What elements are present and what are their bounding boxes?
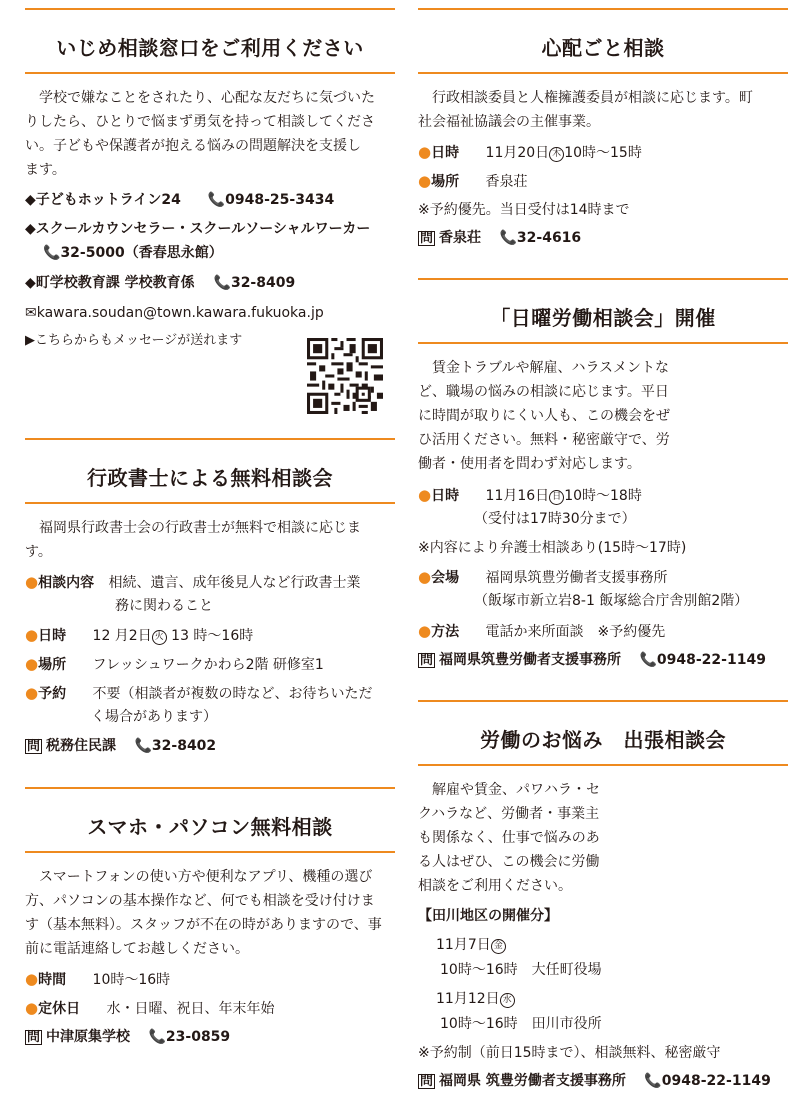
- section-title: 「日曜労働相談会」開催: [490, 306, 716, 330]
- phone-icon: 📞: [499, 230, 517, 246]
- contact-tel: 32-4616: [516, 230, 582, 246]
- bullet-dot-icon: ●: [418, 172, 432, 190]
- body-line: 賃金トラブルや解雇、ハラスメントな: [418, 360, 670, 376]
- info-value: （受付は17時30分まで）: [474, 511, 636, 527]
- info-label: 日時: [38, 628, 67, 644]
- info-label: 予約: [38, 686, 67, 702]
- info-label: 会場: [431, 570, 460, 586]
- email-row: [25, 302, 324, 324]
- info-value: 福岡県筑豊労働者支援事務所: [485, 570, 668, 586]
- body-line: りしたら、ひとりで悩まず勇気を持って相談してくださ: [25, 114, 375, 130]
- bullet-dot-icon: ●: [418, 622, 432, 640]
- inquiry-mark-icon: 問: [420, 231, 434, 246]
- bullet-dot-icon: ●: [25, 655, 39, 673]
- contact-tel: 32-5000（香春思永館）: [60, 245, 223, 261]
- inquiry-mark-icon: 問: [27, 1030, 41, 1045]
- bullet-dot-icon: ●: [25, 573, 39, 591]
- body-line: 働者・使用者を問わず対応します。: [418, 456, 641, 472]
- contact-counselor: ◆スクールカウンセラー・スクールソーシャルワーカー: [25, 221, 371, 237]
- inquiry-mark-icon: 問: [420, 653, 434, 668]
- phone-icon: 📞: [213, 275, 231, 291]
- info-value: 相続、遺言、成年後見人など行政書士業: [108, 575, 361, 591]
- info-value: く場合があります）: [91, 709, 217, 725]
- info-label: 場所: [431, 174, 460, 190]
- body-line: す。: [25, 544, 52, 560]
- phone-icon: 📞: [148, 1029, 166, 1045]
- info-date: [418, 141, 642, 164]
- contact-name: 福岡県筑豊労働者支援事務所: [439, 652, 622, 668]
- body-line: い。子どもや保護者が抱える悩みの問題解決を支援し: [25, 138, 361, 154]
- bullet-dot-icon: ●: [418, 486, 432, 504]
- info-label: 方法: [431, 624, 460, 640]
- info-value: フレッシュワークかわら2階 研修室1: [92, 657, 324, 673]
- mail-icon: ✉: [25, 305, 37, 321]
- body-line: 福岡県行政書士会の行政書士が無料で相談に応じま: [25, 520, 361, 536]
- body-line: 解雇や賃金、パワハラ・セ: [418, 782, 600, 798]
- contact-tel: 0948-22-1149: [656, 652, 766, 668]
- message-note: ▶こちらからもメッセージが送れます: [25, 333, 243, 348]
- section-rule: [418, 278, 788, 280]
- section-title: スマホ・パソコン無料相談: [87, 815, 333, 839]
- body-line: 学校で嫌なことをされたり、心配な友だちに気づいた: [25, 90, 375, 106]
- contact-label: ◆町学校教育課 学校教育係: [25, 275, 195, 291]
- qr-code-icon[interactable]: [307, 338, 383, 414]
- section-title: 行政書士による無料相談会: [87, 466, 333, 490]
- contact-tel: 32-8402: [151, 738, 217, 754]
- contact-row: [25, 735, 216, 757]
- schedule-detail: 10時〜16時 田川市役所: [440, 1016, 602, 1032]
- inquiry-mark-icon: 問: [27, 739, 41, 754]
- info-value: 10時〜15時: [564, 145, 642, 161]
- section-rule: [25, 851, 395, 853]
- body-line: 前に電話連絡してお越しください。: [25, 941, 249, 957]
- body-line: に時間が取りにくい人も、この機会をぜ: [418, 408, 670, 424]
- info-value: 電話か来所面談 ※予約優先: [485, 624, 666, 640]
- bullet-dot-icon: ●: [25, 970, 39, 988]
- info-date: [25, 624, 253, 647]
- info-value: 不要（相談者が複数の時など、お待ちいただ: [92, 686, 373, 702]
- info-place: [25, 653, 324, 676]
- phone-icon: 📞: [207, 192, 226, 208]
- body-line: ひ活用ください。無料・秘密厳守で、労: [418, 432, 670, 448]
- bullet-dot-icon: ●: [418, 568, 432, 586]
- contact-tel: 32-8409: [230, 275, 296, 291]
- contact-counselor-tel: [43, 242, 223, 264]
- section-title: 心配ごと相談: [541, 36, 665, 60]
- weekday-badge: 木: [549, 147, 564, 162]
- contact-label: ◆子どもホットライン24: [25, 192, 181, 208]
- contact-tel: 23-0859: [165, 1029, 231, 1045]
- info-closed: [25, 997, 275, 1020]
- info-time: [25, 968, 170, 991]
- section-title: 労働のお悩み 出張相談会: [480, 728, 726, 752]
- contact-name: 中津原集学校: [46, 1029, 131, 1045]
- section-rule: [418, 764, 788, 766]
- section-rule: [25, 72, 395, 74]
- body-line: 相談をご利用ください。: [418, 878, 572, 894]
- contact-row: [418, 649, 766, 671]
- info-value: 10時〜18時: [564, 488, 642, 504]
- info-label: 時間: [38, 972, 67, 988]
- info-note: ※予約優先。当日受付は14時まで: [418, 202, 630, 218]
- section-rule: [418, 8, 788, 10]
- section-rule: [418, 342, 788, 344]
- area-heading: 【田川地区の開催分】: [418, 908, 558, 924]
- section-rule: [418, 700, 788, 702]
- phone-icon: 📞: [134, 738, 152, 754]
- body-line: 社会福祉協議会の主催事業。: [418, 114, 600, 130]
- body-line: ます。: [25, 162, 66, 178]
- info-place: [418, 170, 528, 193]
- info-value: 11月7日: [436, 937, 491, 953]
- inquiry-mark-icon: 問: [420, 1074, 434, 1089]
- bullet-dot-icon: ●: [418, 143, 432, 161]
- email-link[interactable]: kawara.soudan@town.kawara.fukuoka.jp: [36, 305, 324, 321]
- contact-row: [418, 1070, 771, 1092]
- contact-row: [25, 1026, 230, 1048]
- info-label: 日時: [431, 145, 460, 161]
- info-value: （飯塚市新立岩8-1 飯塚総合庁舎別館2階）: [474, 593, 749, 609]
- info-method: [418, 620, 665, 643]
- info-label: 場所: [38, 657, 67, 673]
- weekday-badge: 水: [500, 993, 515, 1008]
- contact-name: 税務住民課: [46, 738, 117, 754]
- info-note: ※予約制（前日15時まで）、相談無料、秘密厳守: [418, 1045, 721, 1061]
- body-line: す（基本無料）。スタッフが不在の時がありますので、事: [25, 917, 382, 933]
- weekday-badge: 火: [152, 630, 167, 645]
- info-label: 日時: [431, 488, 460, 504]
- body-line: 方、パソコンの基本操作など、何でも相談を受け付けま: [25, 893, 375, 909]
- bullet-dot-icon: ●: [25, 626, 39, 644]
- body-line: 行政相談委員と人権擁護委員が相談に応じます。町: [418, 90, 753, 106]
- contact-school: [25, 272, 295, 294]
- info-value: 香泉荘: [485, 174, 528, 190]
- info-label: 相談内容: [38, 575, 95, 591]
- info-label: 定休日: [38, 1001, 81, 1017]
- info-value: 11月20日: [485, 145, 550, 161]
- contact-hotline: [25, 189, 334, 211]
- info-content: [25, 571, 361, 594]
- section-rule: [25, 8, 395, 10]
- bullet-dot-icon: ●: [25, 684, 39, 702]
- schedule-detail: 10時〜16時 大任町役場: [440, 962, 602, 978]
- section-rule: [25, 438, 395, 440]
- info-value: 13 時〜16時: [166, 628, 254, 644]
- info-value: 10時〜16時: [92, 972, 171, 988]
- body-line: る人はぜひ、この機会に労働: [418, 854, 600, 870]
- info-value: 12 月2日: [92, 628, 152, 644]
- contact-tel: 0948-25-3434: [225, 192, 335, 208]
- section-rule: [25, 502, 395, 504]
- phone-icon: 📞: [43, 245, 61, 261]
- info-date: [418, 484, 642, 507]
- bullet-dot-icon: ●: [25, 999, 39, 1017]
- contact-name: 香泉荘: [439, 230, 482, 246]
- phone-icon: 📞: [639, 652, 657, 668]
- contact-row: [418, 227, 581, 249]
- body-line: スマートフォンの使い方や便利なアプリ、機種の選び: [25, 869, 373, 885]
- info-value: 務に関わること: [115, 598, 213, 614]
- info-venue: [418, 566, 668, 589]
- schedule-date: [436, 934, 506, 956]
- body-line: も関係なく、仕事で悩みのあ: [418, 830, 600, 846]
- weekday-badge: 日: [549, 490, 564, 505]
- body-line: ど、職場の悩みの相談に応じます。平日: [418, 384, 669, 400]
- phone-icon: 📞: [644, 1073, 662, 1089]
- info-note: ※内容により弁護士相談あり(15時〜17時): [418, 540, 687, 556]
- section-rule: [25, 787, 395, 789]
- schedule-date: [436, 988, 515, 1010]
- contact-name: 福岡県 筑豊労働者支援事務所: [439, 1073, 626, 1089]
- section-rule: [418, 72, 788, 74]
- contact-tel: 0948-22-1149: [661, 1073, 771, 1089]
- weekday-badge: 金: [491, 939, 506, 954]
- section-title: いじめ相談窓口をご利用ください: [56, 36, 364, 60]
- info-value: 11月16日: [485, 488, 550, 504]
- info-value: 11月12日: [436, 991, 500, 1007]
- info-value: 水・日曜、祝日、年末年始: [106, 1001, 275, 1017]
- body-line: クハラなど、労働者・事業主: [418, 806, 600, 822]
- info-reserve: [25, 682, 373, 705]
